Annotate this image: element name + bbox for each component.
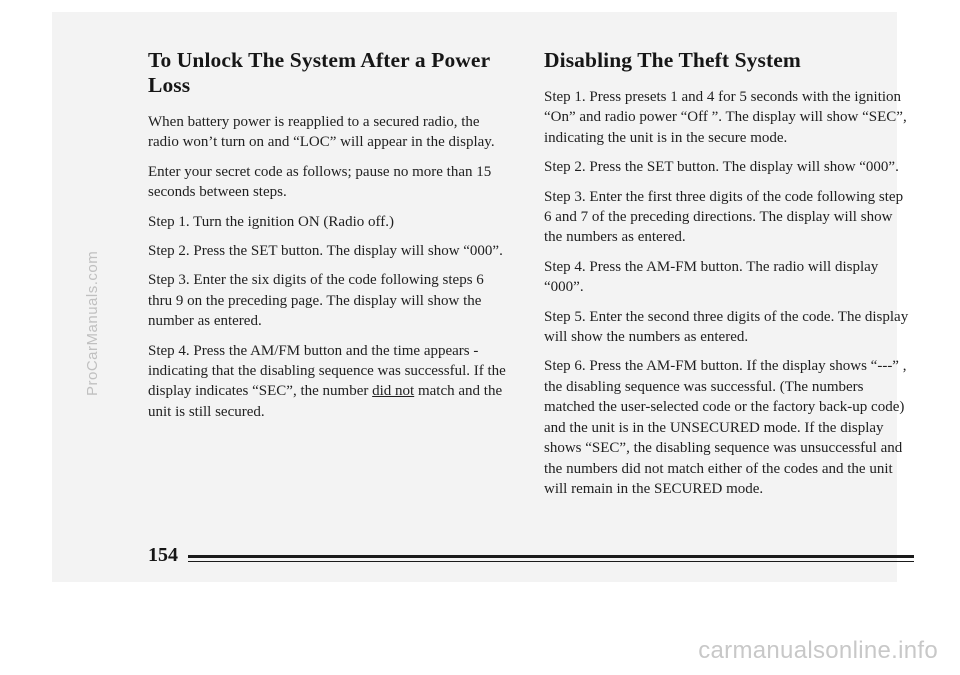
- page-footer: [148, 544, 914, 568]
- step-5: Step 5. Enter the second three digits of the code. The display will show the numbers as entered.: [544, 308, 909, 346]
- step-1: Step 1. Press presets 1 and 4 for 5 seconds with the ignition “On” and radio power “Off ”. The display will show “SEC”, indicating the unit is in the secure mode.: [544, 89, 907, 146]
- underlined-text: did not: [372, 383, 415, 400]
- step-4: [148, 341, 508, 423]
- section-title-unlock: To Unlock The System After a Power Loss: [148, 48, 490, 97]
- step-1: Step 1. Turn the ignition ON (Radio off.): [148, 213, 394, 230]
- manual-page: [52, 12, 909, 582]
- step-4: Step 4. Press the AM-FM button. The radio will display “000”.: [544, 258, 879, 296]
- step-3: Step 3. Enter the first three digits of the code following step 6 and 7 of the preceding directions. The display will show the numbers as entered.: [544, 188, 904, 246]
- section-unlock: [148, 48, 508, 431]
- paragraph: Enter your secret code as follows; pause no more than 15 seconds between steps.: [148, 163, 492, 201]
- step-4-text: Step 4. Press the AM/FM button and the time appears - indicating that the disabling sequence was successful. If the display indicates “SEC”, the number: [148, 342, 506, 400]
- vertical-watermark: ProCarManuals.com: [84, 250, 101, 396]
- paragraph: When battery power is reapplied to a secured radio, the radio won’t turn on and “LOC” will appear in the display.: [148, 114, 495, 151]
- page-number: 154: [148, 544, 178, 566]
- step-2: Step 2. Press the SET button. The display will show “000”.: [544, 159, 899, 176]
- site-watermark: carmanualsonline.info: [698, 637, 938, 664]
- footer-rule-thin: [188, 561, 914, 562]
- step-6: Step 6. Press the AM-FM button. If the display shows “---” , the disabling sequence was successful. (The numbers matched the user-selected code or the factory back-up code) and the unit is in the UNSECURED mode. If the display shows “SEC”, the disabling sequence was unsuccessful and the numbers did not match either of the codes and the unit will remain in the SECURED mode.: [544, 358, 907, 497]
- step-3: Step 3. Enter the six digits of the code following steps 6 thru 9 on the preceding page. The display will show the number as entered.: [148, 272, 484, 330]
- section-disable: [544, 48, 914, 508]
- step-2: Step 2. Press the SET button. The display will show “000”.: [148, 243, 503, 260]
- footer-rule-thick: [188, 555, 914, 558]
- section-title-disable: Disabling The Theft System: [544, 48, 801, 72]
- step-4-text-end: match and the unit is still secured.: [148, 383, 503, 420]
